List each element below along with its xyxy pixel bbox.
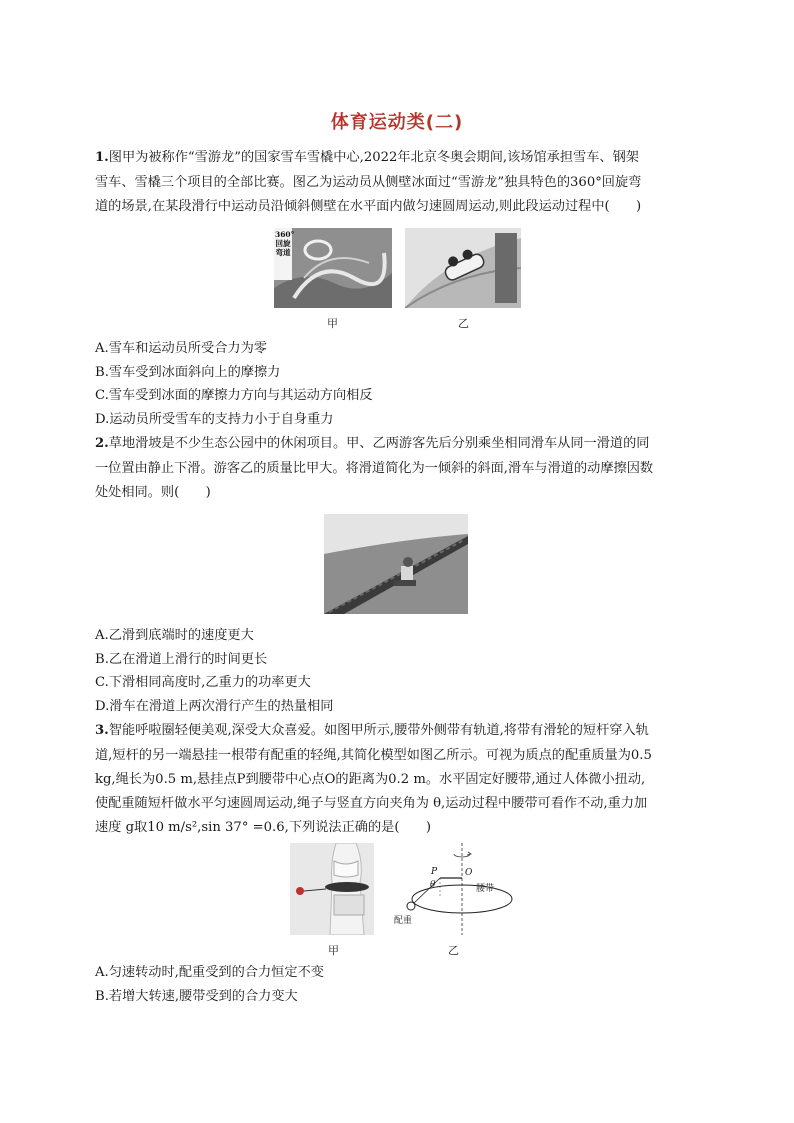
q1-number: 1. (95, 150, 109, 165)
q2-text-1: 草地滑坡是不少生态公园中的休闲项目。甲、乙两游客先后分别乘坐相同滑车从同一滑道的同 (108, 436, 650, 451)
q1-text-1: 图甲为被称作“雪游龙”的国家雪车雪橇中心,2022年北京冬奥会期间,该场馆承担雪车、钢架 (108, 150, 639, 165)
q1-option-c: C.雪车受到冰面的摩擦力方向与其运动方向相反 (95, 388, 373, 403)
q3-line-3: kg,绳长为0.5 m,悬挂点P到腰带中心点O的距离为0.2 m。水平固定好腰带,通过人体微小扭动, (95, 772, 646, 787)
q2-option-c: C.下滑相同高度时,乙重力的功率更大 (95, 675, 311, 690)
q1-line-3: 道的场景,在某段滑行中运动员沿倾斜侧壁在水平面内做匀速圆周运动,则此段运动过程中( ) (95, 199, 642, 214)
q3-option-a: A.匀速转动时,配重受到的合力恒定不变 (95, 965, 324, 980)
q1-line-1 (95, 148, 700, 168)
q3-caption-yi: 乙 (448, 944, 459, 957)
diagram-label-belt: 腰带 (476, 884, 495, 894)
diagram-label-o: O (465, 868, 473, 878)
q3-option-b: B.若增大转速,腰带受到的合力变大 (95, 989, 298, 1004)
q1-figure-jia (274, 228, 392, 308)
q3-line-4: 使配重随短杆做水平匀速圆周运动,绳子与竖直方向夹角为 θ,运动过程中腰带可看作不动,重力加 (95, 796, 648, 811)
q3-line-2: 道,短杆的另一端悬挂一根带有配重的轻绳,其简化模型如图乙所示。可视为质点的配重质量为0.5 (95, 748, 652, 763)
q1-option-b: B.雪车受到冰面斜向上的摩擦力 (95, 365, 281, 380)
q2-option-b: B.乙在滑道上滑行的时间更长 (95, 652, 268, 667)
q2-number: 2. (95, 436, 109, 451)
q3-line-1 (95, 721, 700, 741)
q2-option-a: A.乙滑到底端时的速度更大 (95, 628, 254, 643)
q2-option-d: D.滑车在滑道上两次滑行产生的热量相同 (95, 699, 334, 714)
bobsleigh-curve-image (405, 228, 521, 308)
hula-hoop-photo (290, 843, 374, 935)
q2-line-3: 处处相同。则( ) (95, 485, 211, 500)
q1-option-d: D.运动员所受雪车的支持力小于自身重力 (95, 412, 334, 427)
q1-line-2: 雪车、雪橇三个项目的全部比赛。图乙为运动员从侧壁冰面过“雪游龙”独具特色的360°回旋弯 (95, 175, 642, 190)
q1-figure-yi (405, 228, 521, 308)
q3-figure-jia (290, 843, 374, 935)
diagram-label-theta: θ (430, 880, 436, 890)
q3-text-1: 智能呼啦圈轻便美观,深受大众喜爱。如图甲所示,腰带外侧带有轨道,将带有滑轮的短杆穿入轨 (108, 723, 649, 738)
diagram-label-weight: 配重 (394, 916, 413, 926)
q2-line-2: 一位置由静止下滑。游客乙的质量比甲大。将滑道简化为一倾斜的斜面,滑车与滑道的动摩擦因数 (95, 461, 654, 476)
q3-figure-yi (392, 843, 514, 935)
q1-option-a: A.雪车和运动员所受合力为零 (95, 341, 267, 356)
diagram-label-p: P (431, 867, 438, 877)
q2-line-1 (95, 434, 700, 454)
q2-figure (324, 514, 468, 614)
q3-caption-jia: 甲 (328, 944, 339, 957)
grass-slide-image (324, 514, 468, 614)
snow-dragon-aerial-image (274, 228, 392, 308)
q1-caption-jia: 甲 (327, 317, 338, 330)
q3-line-5: 速度 g取10 m/s²,sin 37° =0.6,下列说法正确的是( ) (95, 820, 431, 835)
q1-fig-label: 360°回旋弯道 (275, 230, 295, 257)
q3-number: 3. (95, 723, 109, 738)
q1-caption-yi: 乙 (458, 317, 469, 330)
page-title: 体育运动类(二) (330, 112, 464, 133)
